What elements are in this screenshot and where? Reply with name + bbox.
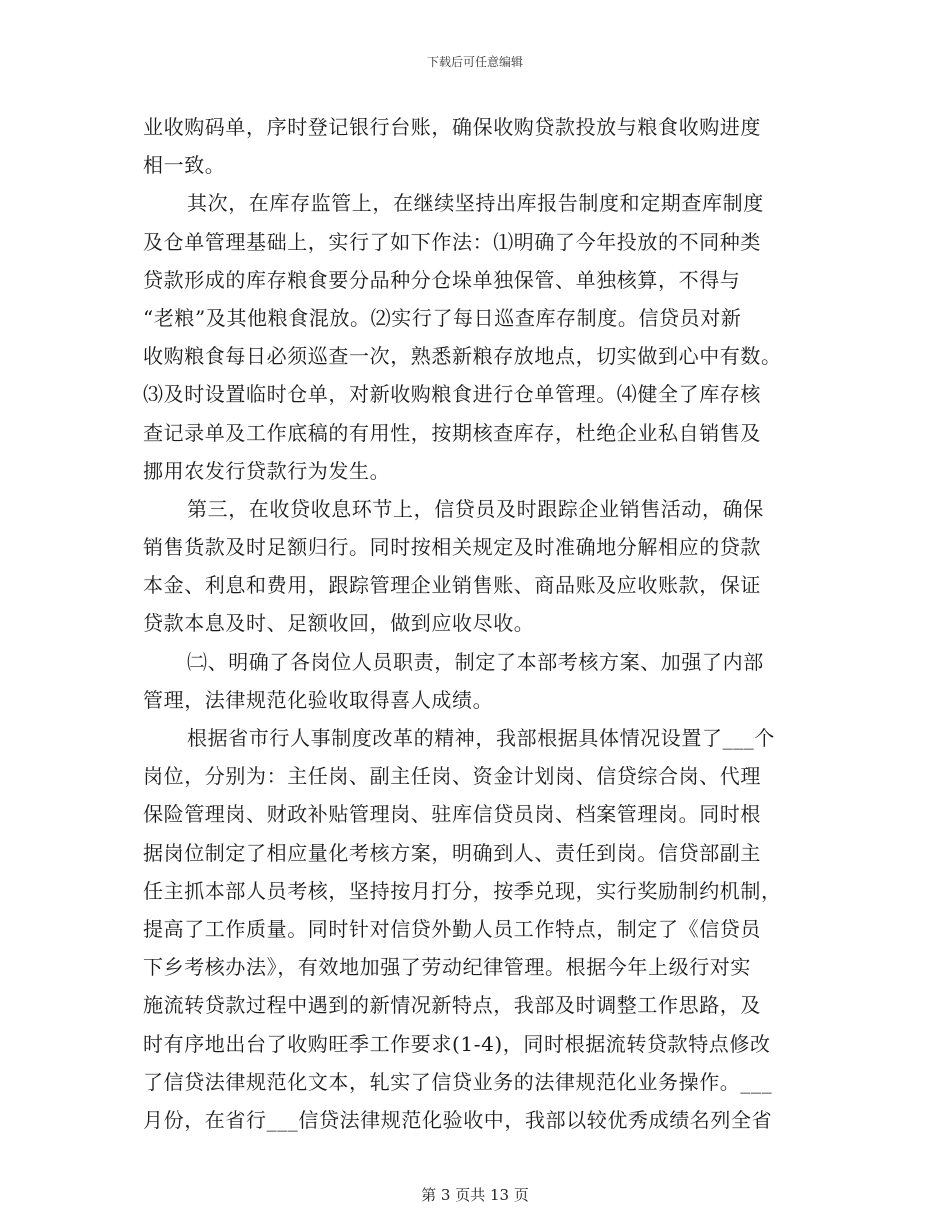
text-line: 提高了工作质量。同时针对信贷外勤人员工作特点，制定了《信贷员 [143, 916, 761, 941]
text-line: 查记录单及工作底稿的有用性，按期核查库存，杜绝企业私自销售及 [143, 420, 761, 445]
text-line: 任主抓本部人员考核，坚持按月打分，按季兑现，实行奖励制约机制， [143, 878, 782, 903]
text-line: 岗位，分别为：主任岗、副主任岗、资金计划岗、信贷综合岗、代理 [143, 764, 761, 789]
text-line: 施流转贷款过程中遇到的新情况新特点，我部及时调整工作思路，及 [143, 993, 761, 1018]
text-line: 了信贷法律规范化文本，轧实了信贷业务的法律规范化业务操作。___ [143, 1069, 773, 1094]
text-line: 据岗位制定了相应量化考核方案，明确到人、责任到岗。信贷部副主 [143, 840, 761, 865]
text-line: 保险管理岗、财政补贴管理岗、驻库信贷员岗、档案管理岗。同时根 [143, 802, 761, 827]
text-line: 管理，法律规范化验收取得喜人成绩。 [143, 687, 494, 712]
text-line: 月份，在省行___信贷法律规范化验收中，我部以较优秀成绩名列全省 [143, 1107, 773, 1132]
page-footer: 第 3 页共 13 页 [421, 1186, 529, 1204]
text-line: 下乡考核办法》，有效地加强了劳动纪律管理。根据今年上级行对实 [143, 955, 751, 980]
text-line: 本金、利息和费用，跟踪管理企业销售账、商品账及应收账款，保证 [143, 573, 761, 598]
text-line: 第三，在收贷收息环节上，信贷员及时跟踪企业销售活动，确保 [187, 496, 764, 521]
text-line: 贷款本息及时、足额收回，做到应收尽收。 [143, 611, 535, 636]
text-line: ⑶及时设置临时仓单，对新收购粮食进行仓单管理。⑷健全了库存核 [143, 382, 761, 407]
text-line: 根据省市行人事制度改革的精神，我部根据具体情况设置了___个 [187, 726, 775, 750]
text-line: 挪用农发行贷款行为发生。 [143, 458, 391, 483]
text-line: 及仓单管理基础上，实行了如下作法：⑴明确了今年投放的不同种类 [143, 229, 761, 254]
text-line: 销售货款及时足额归行。同时按相关规定及时准确地分解相应的贷款 [143, 535, 761, 560]
text-line: 其次，在库存监管上，在继续坚持出库报告制度和定期查库制度 [187, 191, 764, 216]
text-line: “老粮”及其他粮食混放。⑵实行了每日巡查库存制度。信贷员对新 [143, 305, 742, 330]
document-body [143, 108, 823, 1139]
text-line: 收购粮食每日必须巡查一次，熟悉新粮存放地点，切实做到心中有数。 [143, 344, 782, 369]
text-line: 贷款形成的库存粮食要分品种分仓垛单独保管、单独核算，不得与 [143, 267, 741, 292]
text-line: 时有序地出台了收购旺季工作要求(1-4)，同时根据流转贷款特点修改 [143, 1031, 771, 1056]
text-line: 相一致。 [143, 153, 226, 178]
page-header: 下载后可任意编辑 [426, 55, 523, 69]
text-line: 业收购码单，序时登记银行台账，确保收购贷款投放与粮食收购进度 [143, 115, 761, 139]
text-line: ㈡、明确了各岗位人员职责，制定了本部考核方案、加强了内部 [187, 649, 764, 674]
